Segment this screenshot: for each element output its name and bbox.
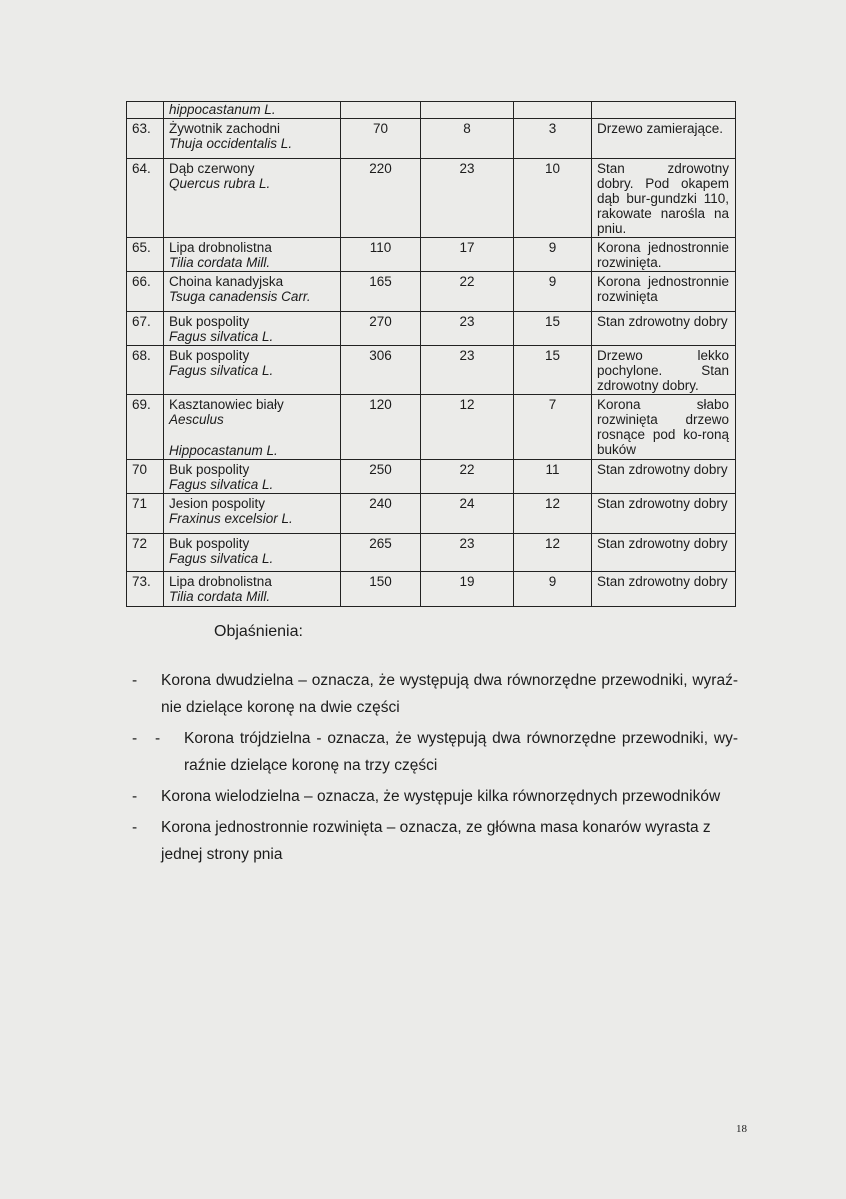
cell-circumference: 270	[341, 312, 421, 346]
table-row	[127, 159, 736, 238]
species-polish-name: Lipa drobnolistna	[169, 240, 272, 255]
cell-species	[164, 119, 341, 159]
cell-remarks: Korona słabo rozwinięta drzewo rosnące pod ko-roną buków	[592, 395, 736, 460]
species-polish-name: Lipa drobnolistna	[169, 574, 272, 589]
table-row	[127, 102, 736, 119]
cell-crown-width: 15	[514, 346, 592, 395]
explanations-heading: Objaśnienia:	[214, 623, 303, 640]
table-row	[127, 572, 736, 607]
cell-circumference: 110	[341, 238, 421, 272]
cell-remarks: Stan zdrowotny dobry	[592, 534, 736, 572]
cell-number: 69.	[127, 395, 164, 460]
species-polish-name: Kasztanowiec biały	[169, 397, 284, 412]
species-polish-name: Żywotnik zachodni	[169, 121, 281, 136]
cell-circumference: 150	[341, 572, 421, 607]
tree-inventory-table	[126, 101, 736, 607]
species-polish-name: Buk pospolity	[169, 462, 250, 477]
species-latin-name: Aesculus	[169, 412, 224, 427]
cell-height: 23	[421, 312, 514, 346]
bullet-dash-secondary: -	[155, 730, 161, 747]
cell-crown-width: 12	[514, 534, 592, 572]
explanation-item	[126, 783, 738, 810]
cell-number: 68.	[127, 346, 164, 395]
cell-circumference: 250	[341, 460, 421, 494]
cell-crown-width: 9	[514, 572, 592, 607]
table-row	[127, 460, 736, 494]
cell-species	[164, 102, 341, 119]
cell-circumference: 120	[341, 395, 421, 460]
table-row	[127, 494, 736, 534]
species-latin-name: Tilia cordata Mill.	[169, 255, 271, 270]
cell-crown-width: 3	[514, 119, 592, 159]
bullet-dash: -	[132, 788, 138, 805]
species-latin-name: Fraxinus excelsior L.	[169, 511, 293, 526]
explanations-list	[126, 667, 738, 872]
cell-crown-width: 9	[514, 272, 592, 312]
cell-height: 23	[421, 346, 514, 395]
cell-circumference	[341, 102, 421, 119]
page-number: 18	[736, 1123, 747, 1135]
table-row	[127, 534, 736, 572]
bullet-dash: -	[132, 672, 138, 689]
cell-species	[164, 494, 341, 534]
cell-height: 12	[421, 395, 514, 460]
cell-remarks: Drzewo lekko pochylone. Stan zdrowotny dobry.	[592, 346, 736, 395]
cell-height: 23	[421, 534, 514, 572]
cell-number: 65.	[127, 238, 164, 272]
cell-species	[164, 572, 341, 607]
explanation-item	[126, 725, 738, 779]
species-latin-name: Tsuga canadensis Carr.	[169, 289, 311, 304]
cell-remarks: Stan zdrowotny dobry. Pod okapem dąb bur-gundzki 110, rakowate narośla na pniu.	[592, 159, 736, 238]
cell-circumference: 165	[341, 272, 421, 312]
cell-number: 73.	[127, 572, 164, 607]
cell-remarks: Korona jednostronnie rozwinięta.	[592, 238, 736, 272]
cell-number: 70	[127, 460, 164, 494]
species-polish-name: Jesion pospolity	[169, 496, 266, 511]
cell-species	[164, 534, 341, 572]
cell-remarks: Stan zdrowotny dobry	[592, 312, 736, 346]
table-row	[127, 395, 736, 460]
table-row	[127, 312, 736, 346]
cell-circumference: 306	[341, 346, 421, 395]
species-polish-name: Dąb czerwony	[169, 161, 255, 176]
explanation-text: Korona wielodzielna – oznacza, że występuje kilka równorzędnych przewodników	[161, 788, 721, 805]
bullet-dash: -	[132, 819, 138, 836]
cell-height	[421, 102, 514, 119]
cell-number: 63.	[127, 119, 164, 159]
cell-height: 22	[421, 272, 514, 312]
cell-number: 66.	[127, 272, 164, 312]
species-latin-name: Fagus silvatica L.	[169, 477, 274, 492]
cell-species	[164, 346, 341, 395]
cell-species	[164, 238, 341, 272]
explanation-text: Korona dwudzielna – oznacza, że występują dwa równorzędne przewodniki, wyraź-nie dzielące koronę na dwie części	[161, 672, 738, 716]
cell-remarks: Drzewo zamierające.	[592, 119, 736, 159]
species-latin-name: Fagus silvatica L.	[169, 551, 274, 566]
cell-number: 67.	[127, 312, 164, 346]
cell-remarks: Korona jednostronnie rozwinięta	[592, 272, 736, 312]
species-latin-name: Fagus silvatica L.	[169, 329, 274, 344]
cell-crown-width	[514, 102, 592, 119]
cell-circumference: 70	[341, 119, 421, 159]
species-polish-name: Buk pospolity	[169, 536, 250, 551]
cell-crown-width: 9	[514, 238, 592, 272]
cell-number: 72	[127, 534, 164, 572]
species-latin-name: Tilia cordata Mill.	[169, 589, 271, 604]
cell-circumference: 220	[341, 159, 421, 238]
cell-crown-width: 11	[514, 460, 592, 494]
species-latin-name: hippocastanum L.	[169, 102, 276, 117]
table-row	[127, 272, 736, 312]
cell-crown-width: 10	[514, 159, 592, 238]
cell-remarks: Stan zdrowotny dobry	[592, 572, 736, 607]
cell-height: 23	[421, 159, 514, 238]
cell-species	[164, 272, 341, 312]
cell-number	[127, 102, 164, 119]
cell-number: 71	[127, 494, 164, 534]
cell-species	[164, 460, 341, 494]
cell-height: 22	[421, 460, 514, 494]
cell-height: 24	[421, 494, 514, 534]
cell-remarks: Stan zdrowotny dobry	[592, 460, 736, 494]
table-row	[127, 346, 736, 395]
cell-species	[164, 312, 341, 346]
cell-circumference: 265	[341, 534, 421, 572]
cell-remarks	[592, 102, 736, 119]
cell-remarks: Stan zdrowotny dobry	[592, 494, 736, 534]
cell-species	[164, 159, 341, 238]
table-row	[127, 119, 736, 159]
explanation-item	[126, 667, 738, 721]
cell-crown-width: 7	[514, 395, 592, 460]
cell-species	[164, 395, 341, 460]
species-latin-name-cont: Hippocastanum L.	[169, 443, 278, 458]
cell-height: 8	[421, 119, 514, 159]
cell-circumference: 240	[341, 494, 421, 534]
table-row	[127, 238, 736, 272]
species-polish-name: Buk pospolity	[169, 314, 250, 329]
bullet-dash: -	[132, 730, 138, 747]
species-polish-name: Choina kanadyjska	[169, 274, 284, 289]
species-latin-name: Quercus rubra L.	[169, 176, 271, 191]
explanation-item	[126, 814, 738, 868]
explanation-text: Korona jednostronnie rozwinięta – oznacza, ze główna masa konarów wyrasta z jednej strony pnia	[161, 819, 711, 863]
cell-height: 17	[421, 238, 514, 272]
cell-number: 64.	[127, 159, 164, 238]
species-polish-name: Buk pospolity	[169, 348, 250, 363]
species-latin-name: Thuja occidentalis L.	[169, 136, 293, 151]
cell-crown-width: 12	[514, 494, 592, 534]
explanation-text: Korona trójdzielna - oznacza, że występują dwa równorzędne przewodniki, wy-raźnie dzielące koronę na trzy części	[184, 730, 738, 774]
species-latin-name: Fagus silvatica L.	[169, 363, 274, 378]
cell-height: 19	[421, 572, 514, 607]
cell-crown-width: 15	[514, 312, 592, 346]
